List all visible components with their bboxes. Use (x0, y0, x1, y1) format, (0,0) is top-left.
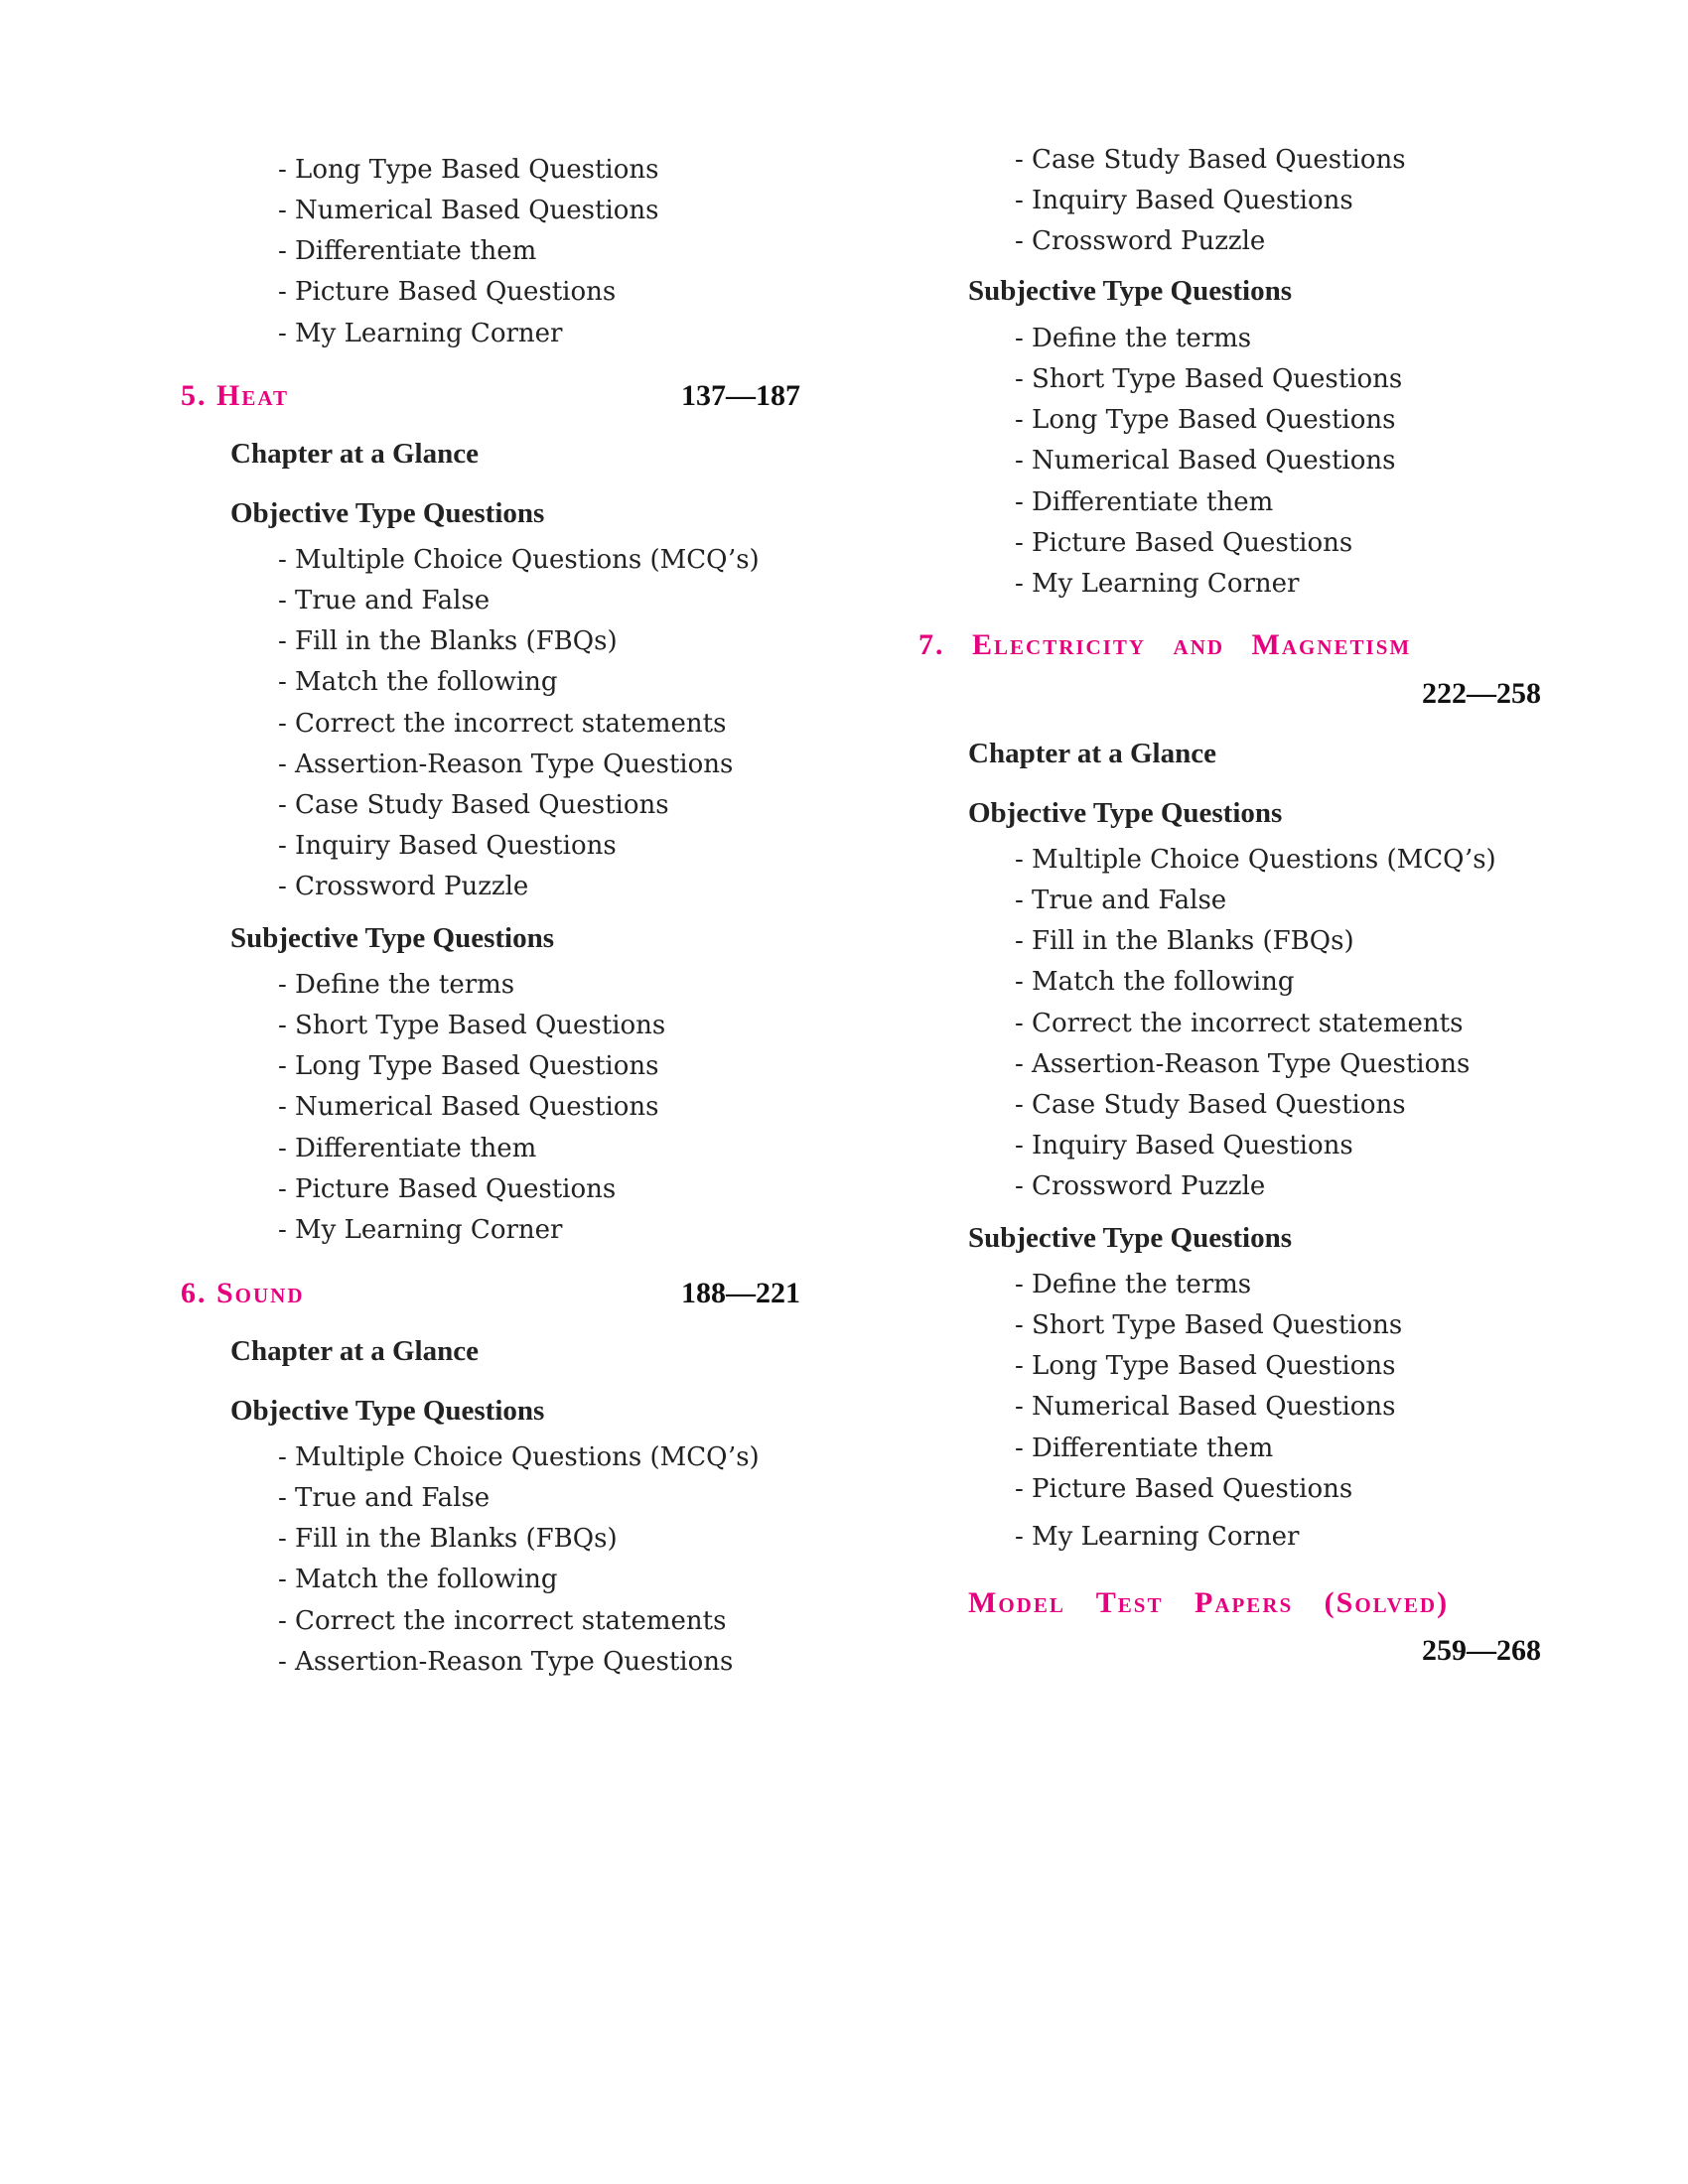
subjective-section-heading[interactable]: Subjective Type Questions (968, 275, 1293, 307)
toc-right-column (844, 0, 1688, 2184)
toc-entry[interactable]: - Match the following (278, 667, 558, 697)
toc-entry[interactable]: - My Learning Corner (278, 1215, 563, 1245)
subjective-section-heading[interactable]: Subjective Type Questions (968, 1222, 1293, 1254)
toc-entry[interactable]: - Multiple Choice Questions (MCQ’s) (278, 545, 760, 575)
subjective-section-heading[interactable]: Subjective Type Questions (230, 922, 555, 954)
toc-entry[interactable]: - Numerical Based Questions (278, 1092, 659, 1122)
toc-entry[interactable]: - Case Study Based Questions (1015, 145, 1406, 175)
toc-entry[interactable]: - Inquiry Based Questions (1015, 186, 1353, 215)
toc-entry[interactable]: - Fill in the Blanks (FBQs) (1015, 926, 1354, 956)
toc-entry[interactable]: - My Learning Corner (1015, 1522, 1300, 1552)
chapter-at-a-glance[interactable]: Chapter at a Glance (968, 738, 1216, 769)
toc-entry[interactable]: - Correct the incorrect statements (278, 1606, 727, 1636)
objective-section-heading[interactable]: Objective Type Questions (230, 497, 545, 529)
toc-entry[interactable]: - Differentiate them (1015, 487, 1274, 517)
toc-entry[interactable]: - Picture Based Questions (278, 1174, 617, 1204)
toc-entry[interactable]: - My Learning Corner (278, 319, 563, 348)
chapter-title[interactable]: 7. Electricity and Magnetism (918, 628, 1412, 661)
toc-entry[interactable]: - Case Study Based Questions (278, 790, 669, 820)
toc-entry[interactable]: - Assertion-Reason Type Questions (1015, 1049, 1471, 1079)
toc-entry[interactable]: - Define the terms (278, 970, 515, 1000)
objective-section-heading[interactable]: Objective Type Questions (968, 797, 1283, 829)
toc-entry[interactable]: - Picture Based Questions (1015, 1474, 1353, 1504)
chapter-at-a-glance[interactable]: Chapter at a Glance (230, 1335, 479, 1367)
toc-entry[interactable]: - Short Type Based Questions (1015, 364, 1403, 394)
toc-entry[interactable]: - True and False (278, 1483, 491, 1513)
toc-entry[interactable]: - Fill in the Blanks (FBQs) (278, 1524, 618, 1554)
toc-entry[interactable]: - Define the terms (1015, 324, 1252, 353)
chapter-at-a-glance[interactable]: Chapter at a Glance (230, 438, 479, 470)
toc-entry[interactable]: - Assertion-Reason Type Questions (278, 750, 734, 779)
toc-entry[interactable]: - Long Type Based Questions (1015, 1351, 1396, 1381)
toc-entry[interactable]: - True and False (278, 586, 491, 615)
toc-entry[interactable]: - Match the following (278, 1565, 558, 1594)
toc-entry[interactable]: - Numerical Based Questions (1015, 1392, 1396, 1422)
toc-entry[interactable]: - Define the terms (1015, 1270, 1252, 1299)
toc-entry[interactable]: - Assertion-Reason Type Questions (278, 1647, 734, 1677)
toc-entry[interactable]: - Crossword Puzzle (278, 872, 529, 901)
toc-entry[interactable]: - Inquiry Based Questions (1015, 1131, 1353, 1160)
toc-entry[interactable]: - Numerical Based Questions (1015, 446, 1396, 476)
objective-section-heading[interactable]: Objective Type Questions (230, 1395, 545, 1427)
toc-entry[interactable]: - Picture Based Questions (278, 277, 617, 307)
toc-entry[interactable]: - Fill in the Blanks (FBQs) (278, 626, 618, 656)
toc-entry[interactable]: - Picture Based Questions (1015, 528, 1353, 558)
chapter-page-range: 188—221 (681, 1277, 800, 1309)
toc-entry[interactable]: - Short Type Based Questions (278, 1011, 666, 1040)
toc-entry[interactable]: - True and False (1015, 886, 1227, 915)
chapter-page-range: 137—187 (681, 379, 800, 412)
toc-entry[interactable]: - Multiple Choice Questions (MCQ’s) (278, 1442, 760, 1472)
toc-entry[interactable]: - Short Type Based Questions (1015, 1310, 1403, 1340)
toc-entry[interactable]: - My Learning Corner (1015, 569, 1300, 599)
toc-entry[interactable]: - Long Type Based Questions (1015, 405, 1396, 435)
toc-entry[interactable]: - Long Type Based Questions (278, 1051, 659, 1081)
model-test-papers-title[interactable]: Model Test Papers (Solved) (968, 1586, 1450, 1619)
chapter-title[interactable]: 5. Heat (181, 379, 289, 412)
toc-entry[interactable]: - Multiple Choice Questions (MCQ’s) (1015, 845, 1496, 875)
chapter-title[interactable]: 6. Sound (181, 1277, 305, 1309)
chapter-page-range: 222—258 (1422, 677, 1541, 710)
toc-entry[interactable]: - Crossword Puzzle (1015, 226, 1266, 256)
toc-entry[interactable]: - Match the following (1015, 967, 1295, 997)
model-test-papers-page-range: 259—268 (1422, 1634, 1541, 1667)
toc-entry[interactable]: - Correct the incorrect statements (278, 709, 727, 739)
toc-entry[interactable]: - Case Study Based Questions (1015, 1090, 1406, 1120)
toc-entry[interactable]: - Correct the incorrect statements (1015, 1009, 1464, 1038)
toc-entry[interactable]: - Numerical Based Questions (278, 196, 659, 225)
toc-entry[interactable]: - Long Type Based Questions (278, 155, 659, 185)
toc-entry[interactable]: - Inquiry Based Questions (278, 831, 617, 861)
toc-entry[interactable]: - Differentiate them (278, 1134, 537, 1163)
toc-entry[interactable]: - Differentiate them (1015, 1433, 1274, 1463)
toc-entry[interactable]: - Crossword Puzzle (1015, 1171, 1266, 1201)
toc-entry[interactable]: - Differentiate them (278, 236, 537, 266)
